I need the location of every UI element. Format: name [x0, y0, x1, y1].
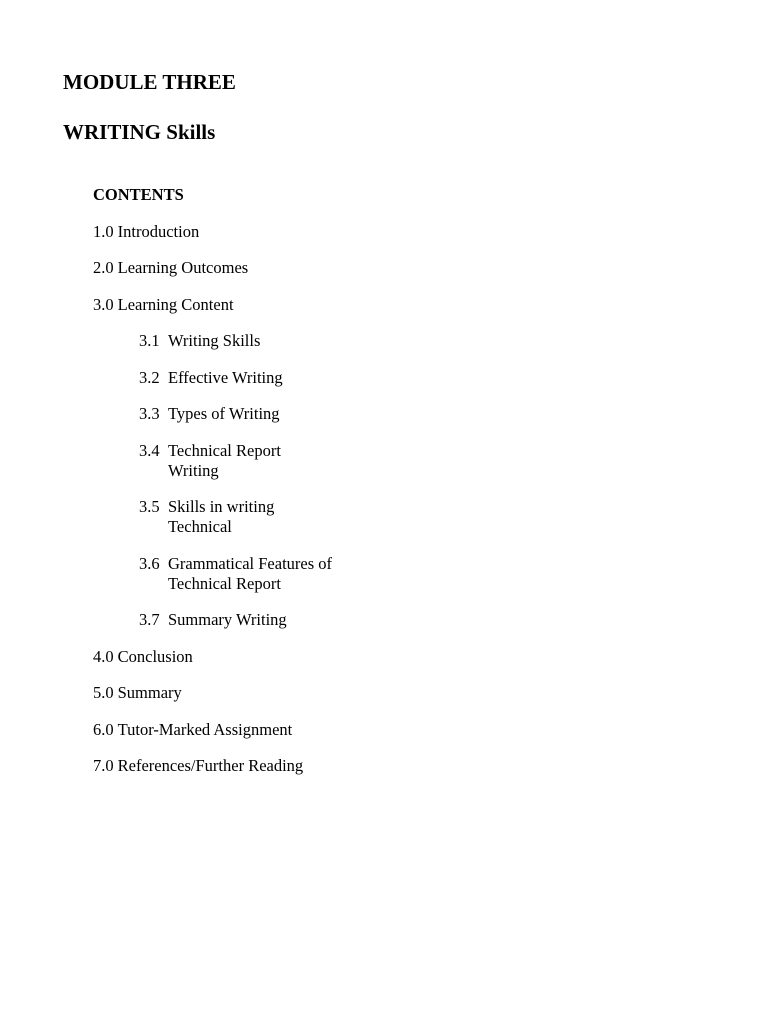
toc-number: 4.0 — [93, 646, 114, 666]
toc-text: Skills in writing Technical — [168, 497, 275, 536]
toc-text: Learning Content — [117, 294, 234, 314]
toc-item-technical-report-writing — [139, 441, 593, 481]
toc-number: 3.3 — [139, 404, 160, 423]
toc-item-learning-outcomes — [93, 258, 593, 278]
toc-item-learning-content — [93, 295, 593, 315]
contents-heading: CONTENTS — [93, 185, 184, 204]
toc-item-references — [93, 756, 593, 776]
toc-number: 3.2 — [139, 367, 160, 387]
toc-item-tutor-marked-assignment — [93, 720, 593, 740]
toc-item-writing-skills — [139, 331, 593, 351]
toc-number: 5.0 — [93, 683, 114, 702]
module-subject-title: WRITING Skills — [63, 120, 216, 144]
toc-item-grammatical-features — [139, 554, 593, 594]
toc-number: 3.7 — [139, 610, 160, 629]
toc-number: 3.0 — [93, 294, 114, 314]
toc-number: 3.1 — [139, 331, 160, 350]
toc-number: 7.0 — [93, 756, 114, 775]
toc-number: 1.0 — [93, 221, 114, 241]
toc-item-skills-in-writing-technical — [139, 497, 593, 537]
toc-text: Writing Skills — [168, 331, 261, 350]
toc-text: Introduction — [117, 221, 200, 241]
module-title: MODULE THREE — [63, 70, 236, 94]
toc-text: Types of Writing — [168, 404, 280, 423]
toc-number: 6.0 — [93, 719, 114, 739]
contents-list — [93, 222, 593, 777]
toc-item-types-of-writing — [139, 404, 593, 424]
toc-item-summary — [93, 683, 593, 703]
toc-text: Grammatical Features of Technical Report — [168, 553, 333, 593]
toc-text: Conclusion — [117, 646, 193, 666]
toc-text: Summary Writing — [168, 610, 287, 629]
toc-text: References/Further Reading — [117, 756, 304, 775]
toc-number: 3.4 — [139, 440, 160, 460]
toc-item-introduction — [93, 222, 593, 242]
toc-text: Technical Report Writing — [168, 440, 281, 480]
toc-text: Learning Outcomes — [117, 258, 249, 277]
toc-text: Tutor-Marked Assignment — [117, 719, 293, 739]
toc-item-summary-writing — [139, 610, 593, 630]
toc-item-conclusion — [93, 647, 593, 667]
toc-number: 3.6 — [139, 553, 160, 573]
toc-text: Effective Writing — [168, 367, 283, 387]
toc-number: 2.0 — [93, 258, 114, 277]
toc-number: 3.5 — [139, 497, 160, 516]
toc-item-effective-writing — [139, 368, 593, 388]
toc-text: Summary — [117, 683, 182, 702]
table-of-contents — [93, 185, 593, 793]
